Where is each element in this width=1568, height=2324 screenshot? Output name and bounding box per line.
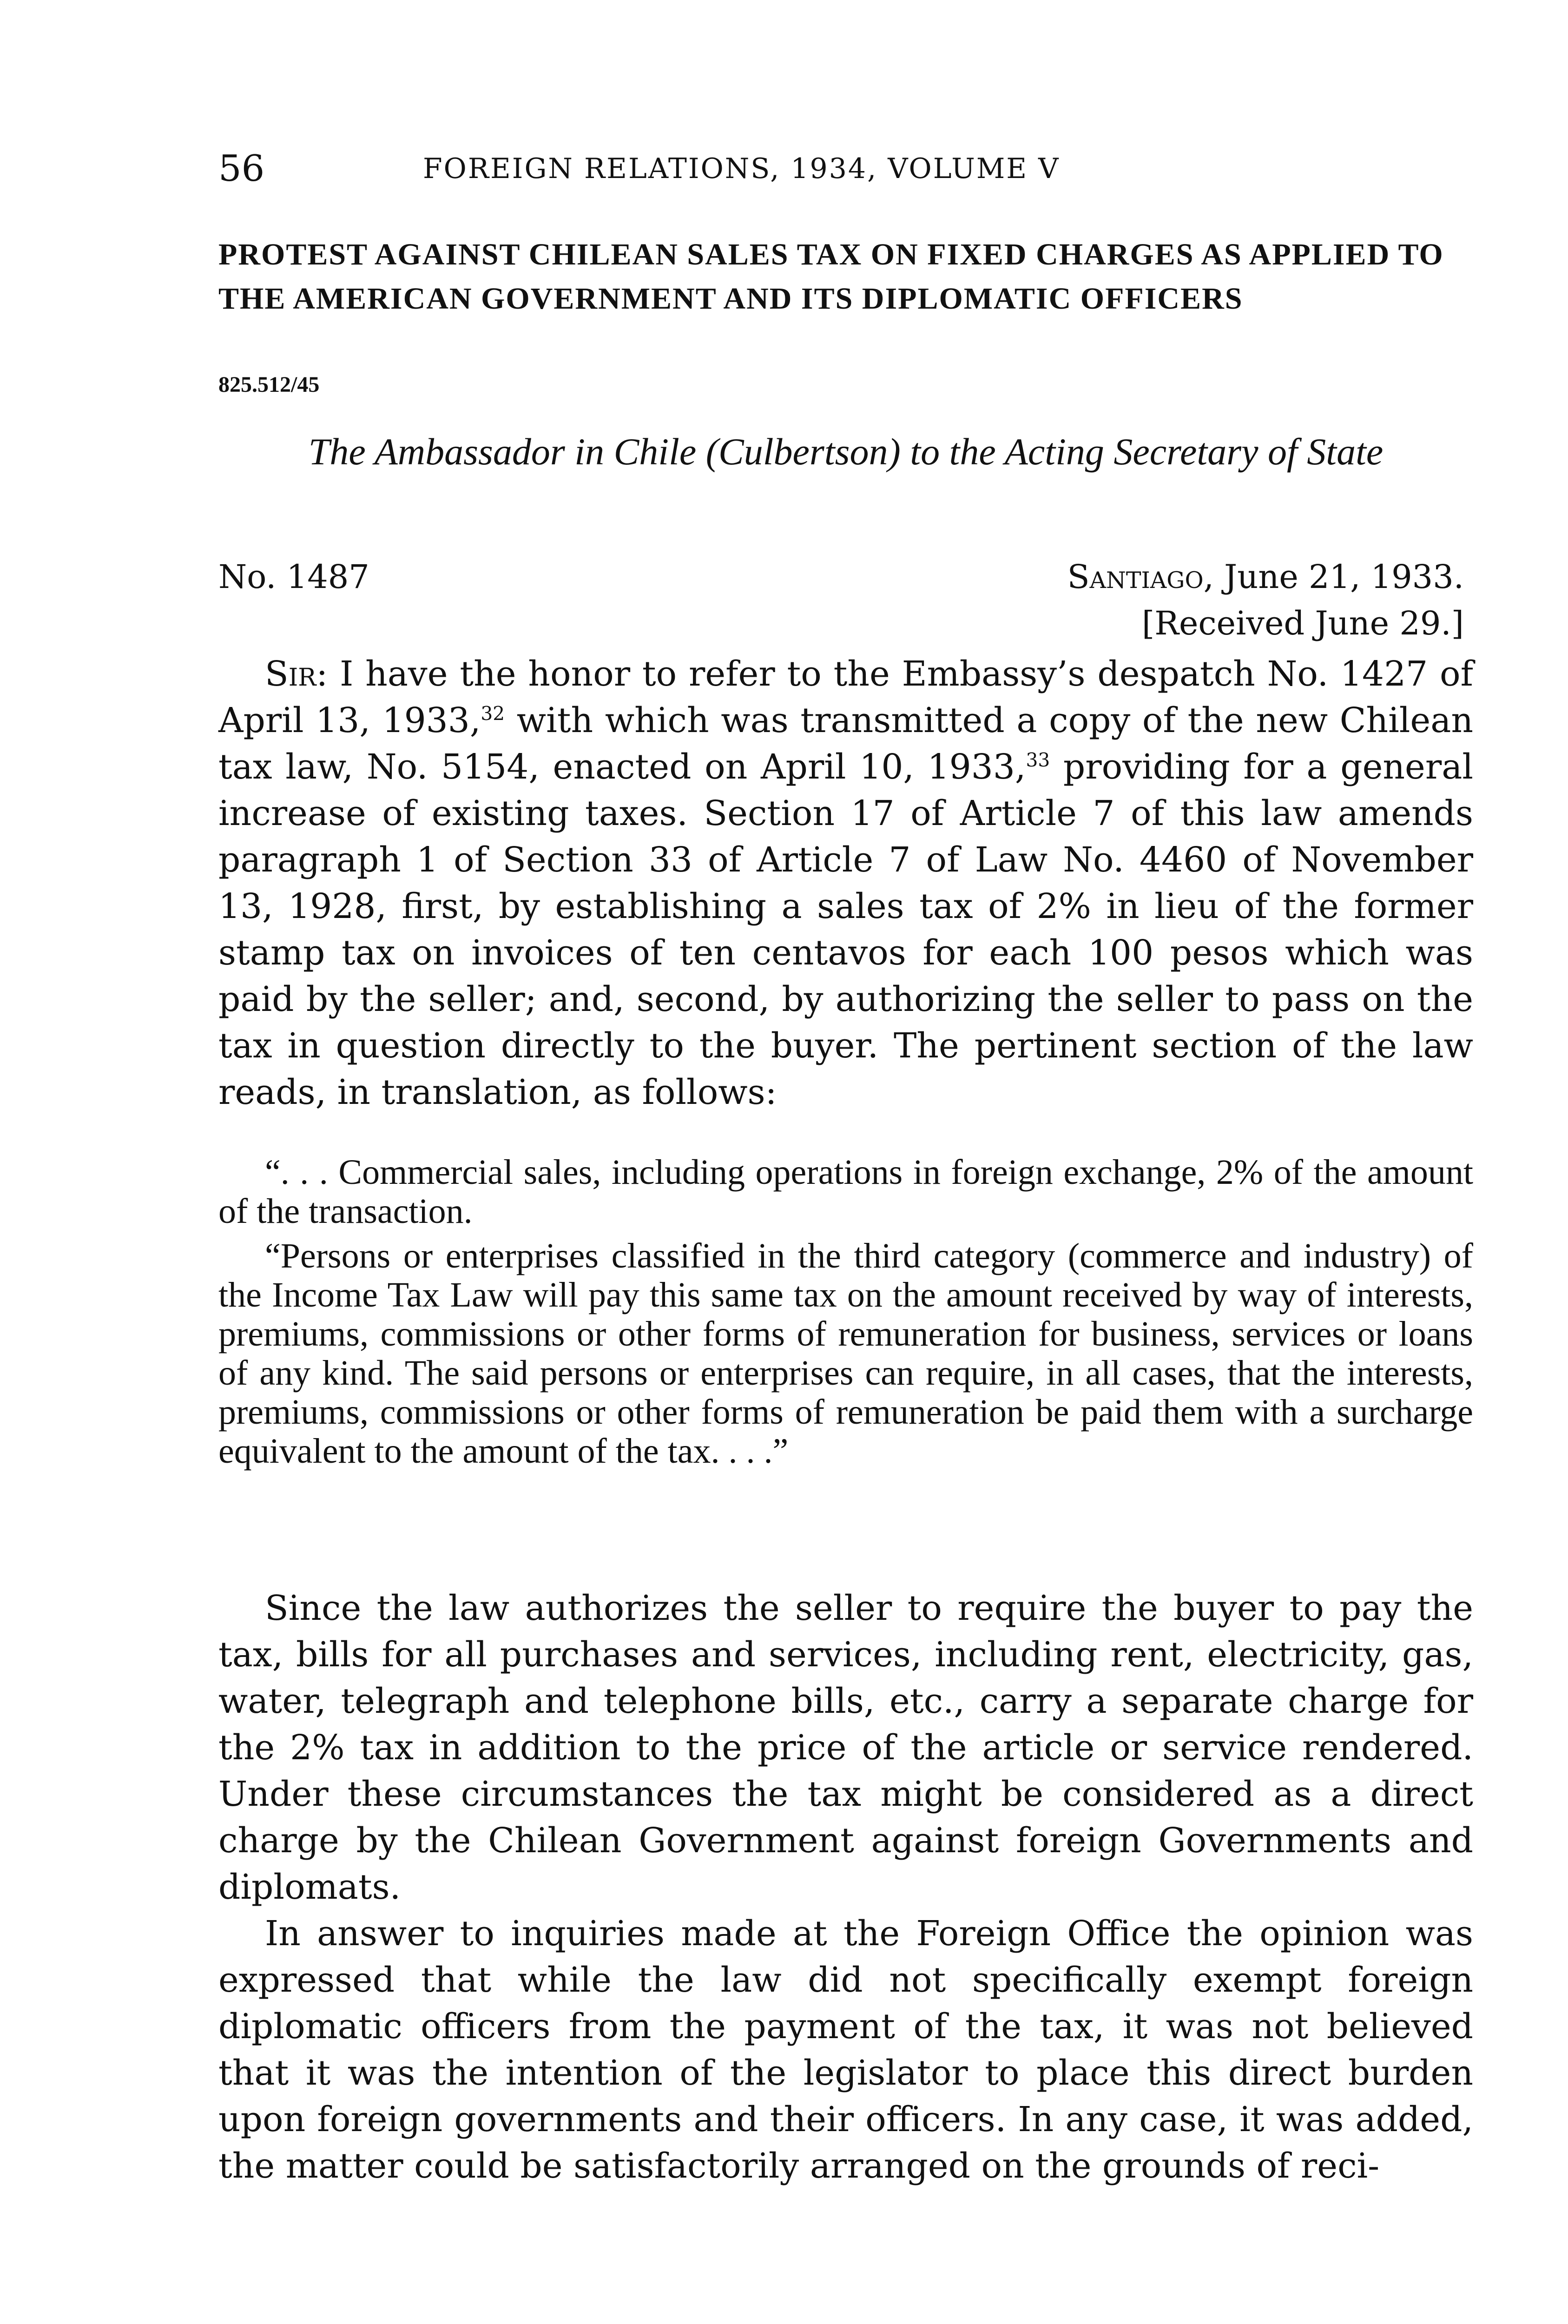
paragraph-1-text-c: providing for a general increase of existing taxes. Section 17 of Article 7 of this law amends paragraph 1 of Section 33 of Article 7 of Law No. 4460 of November 13, 1928, first, by establishing a sales tax of 2% in lieu of the former stamp tax on invoices of ten centavos for each 100 pesos which was paid by the seller; and, second, by authorizing the seller to pass on the tax in question directly to the buyer. The pertinent section of the law reads, in translation, as follows: bbox=[218, 747, 1473, 1112]
document-heading: The Ambassador in Chile (Culbertson) to the Acting Secretary of State bbox=[308, 430, 1384, 473]
received-date: [Received June 29.] bbox=[1141, 604, 1464, 642]
page-header bbox=[218, 148, 1473, 194]
file-number: 825.512/45 bbox=[218, 372, 320, 397]
paragraph-1-text-b: with which was transmitted a copy of the new Chilean tax law, No. 5154, enacted on April 10, 1933, bbox=[218, 700, 1473, 787]
dateline bbox=[878, 558, 1464, 596]
footnote-ref-32: 32 bbox=[481, 702, 505, 725]
footnote-ref-33: 33 bbox=[1026, 749, 1050, 772]
quotation-paragraph-2: “Persons or enterprises classified in the third category (commerce and industry) of the Income Tax Law will pay this same tax on the amount received by way of interests, premiums, commissions or other forms of remuneration for business, services or loans of any kind. The said persons or enterprises can require, in all cases, that the interests, premiums, commissions or other forms of remuneration be paid them with a surcharge equivalent to the amount of the tax. . . .” bbox=[218, 1236, 1473, 1471]
paragraph-1-text-a: : I have the honor to refer to the Embassy’s despatch No. 1427 of April 13, 1933, bbox=[218, 654, 1473, 740]
page-number: 56 bbox=[218, 148, 265, 190]
body-paragraph-3: In answer to inquiries made at the Foreign Office the opinion was expressed that while the law did not specifically exempt foreign diplomatic officers from the payment of the tax, it was not believed that it was the intention of the legislator to place this direct burden upon foreign governments and their officers. In any case, it was added, the matter could be satisfactorily arranged on the grounds of reci- bbox=[218, 1914, 1473, 2186]
salutation: Sir bbox=[265, 654, 316, 694]
section-title: PROTEST AGAINST CHILEAN SALES TAX ON FIXED CHARGES AS APPLIED TO THE AMERICAN GOVERNMENT AND ITS DIPLOMATIC OFFICERS bbox=[218, 238, 1444, 316]
body-paragraph-1 bbox=[218, 651, 1473, 1116]
quotation-paragraph-1: “. . . Commercial sales, including operations in foreign exchange, 2% of the amount of the transaction. bbox=[218, 1153, 1473, 1231]
body-paragraph-2: Since the law authorizes the seller to require the buyer to pay the tax, bills for all purchases and services, including rent, electricity, gas, water, telegraph and telephone bills, etc., carry a separate charge for the 2% tax in addition to the price of the article or service rendered. Under these circumstances the tax might be considered as a direct charge by the Chilean Government against foreign Governments and diplomats. bbox=[218, 1588, 1473, 1907]
dateline-place: Santiago, bbox=[1067, 558, 1214, 596]
despatch-number: No. 1487 bbox=[218, 558, 369, 596]
running-head: FOREIGN RELATIONS, 1934, VOLUME V bbox=[423, 152, 1060, 185]
dateline-date: June 21, 1933. bbox=[1213, 558, 1464, 596]
